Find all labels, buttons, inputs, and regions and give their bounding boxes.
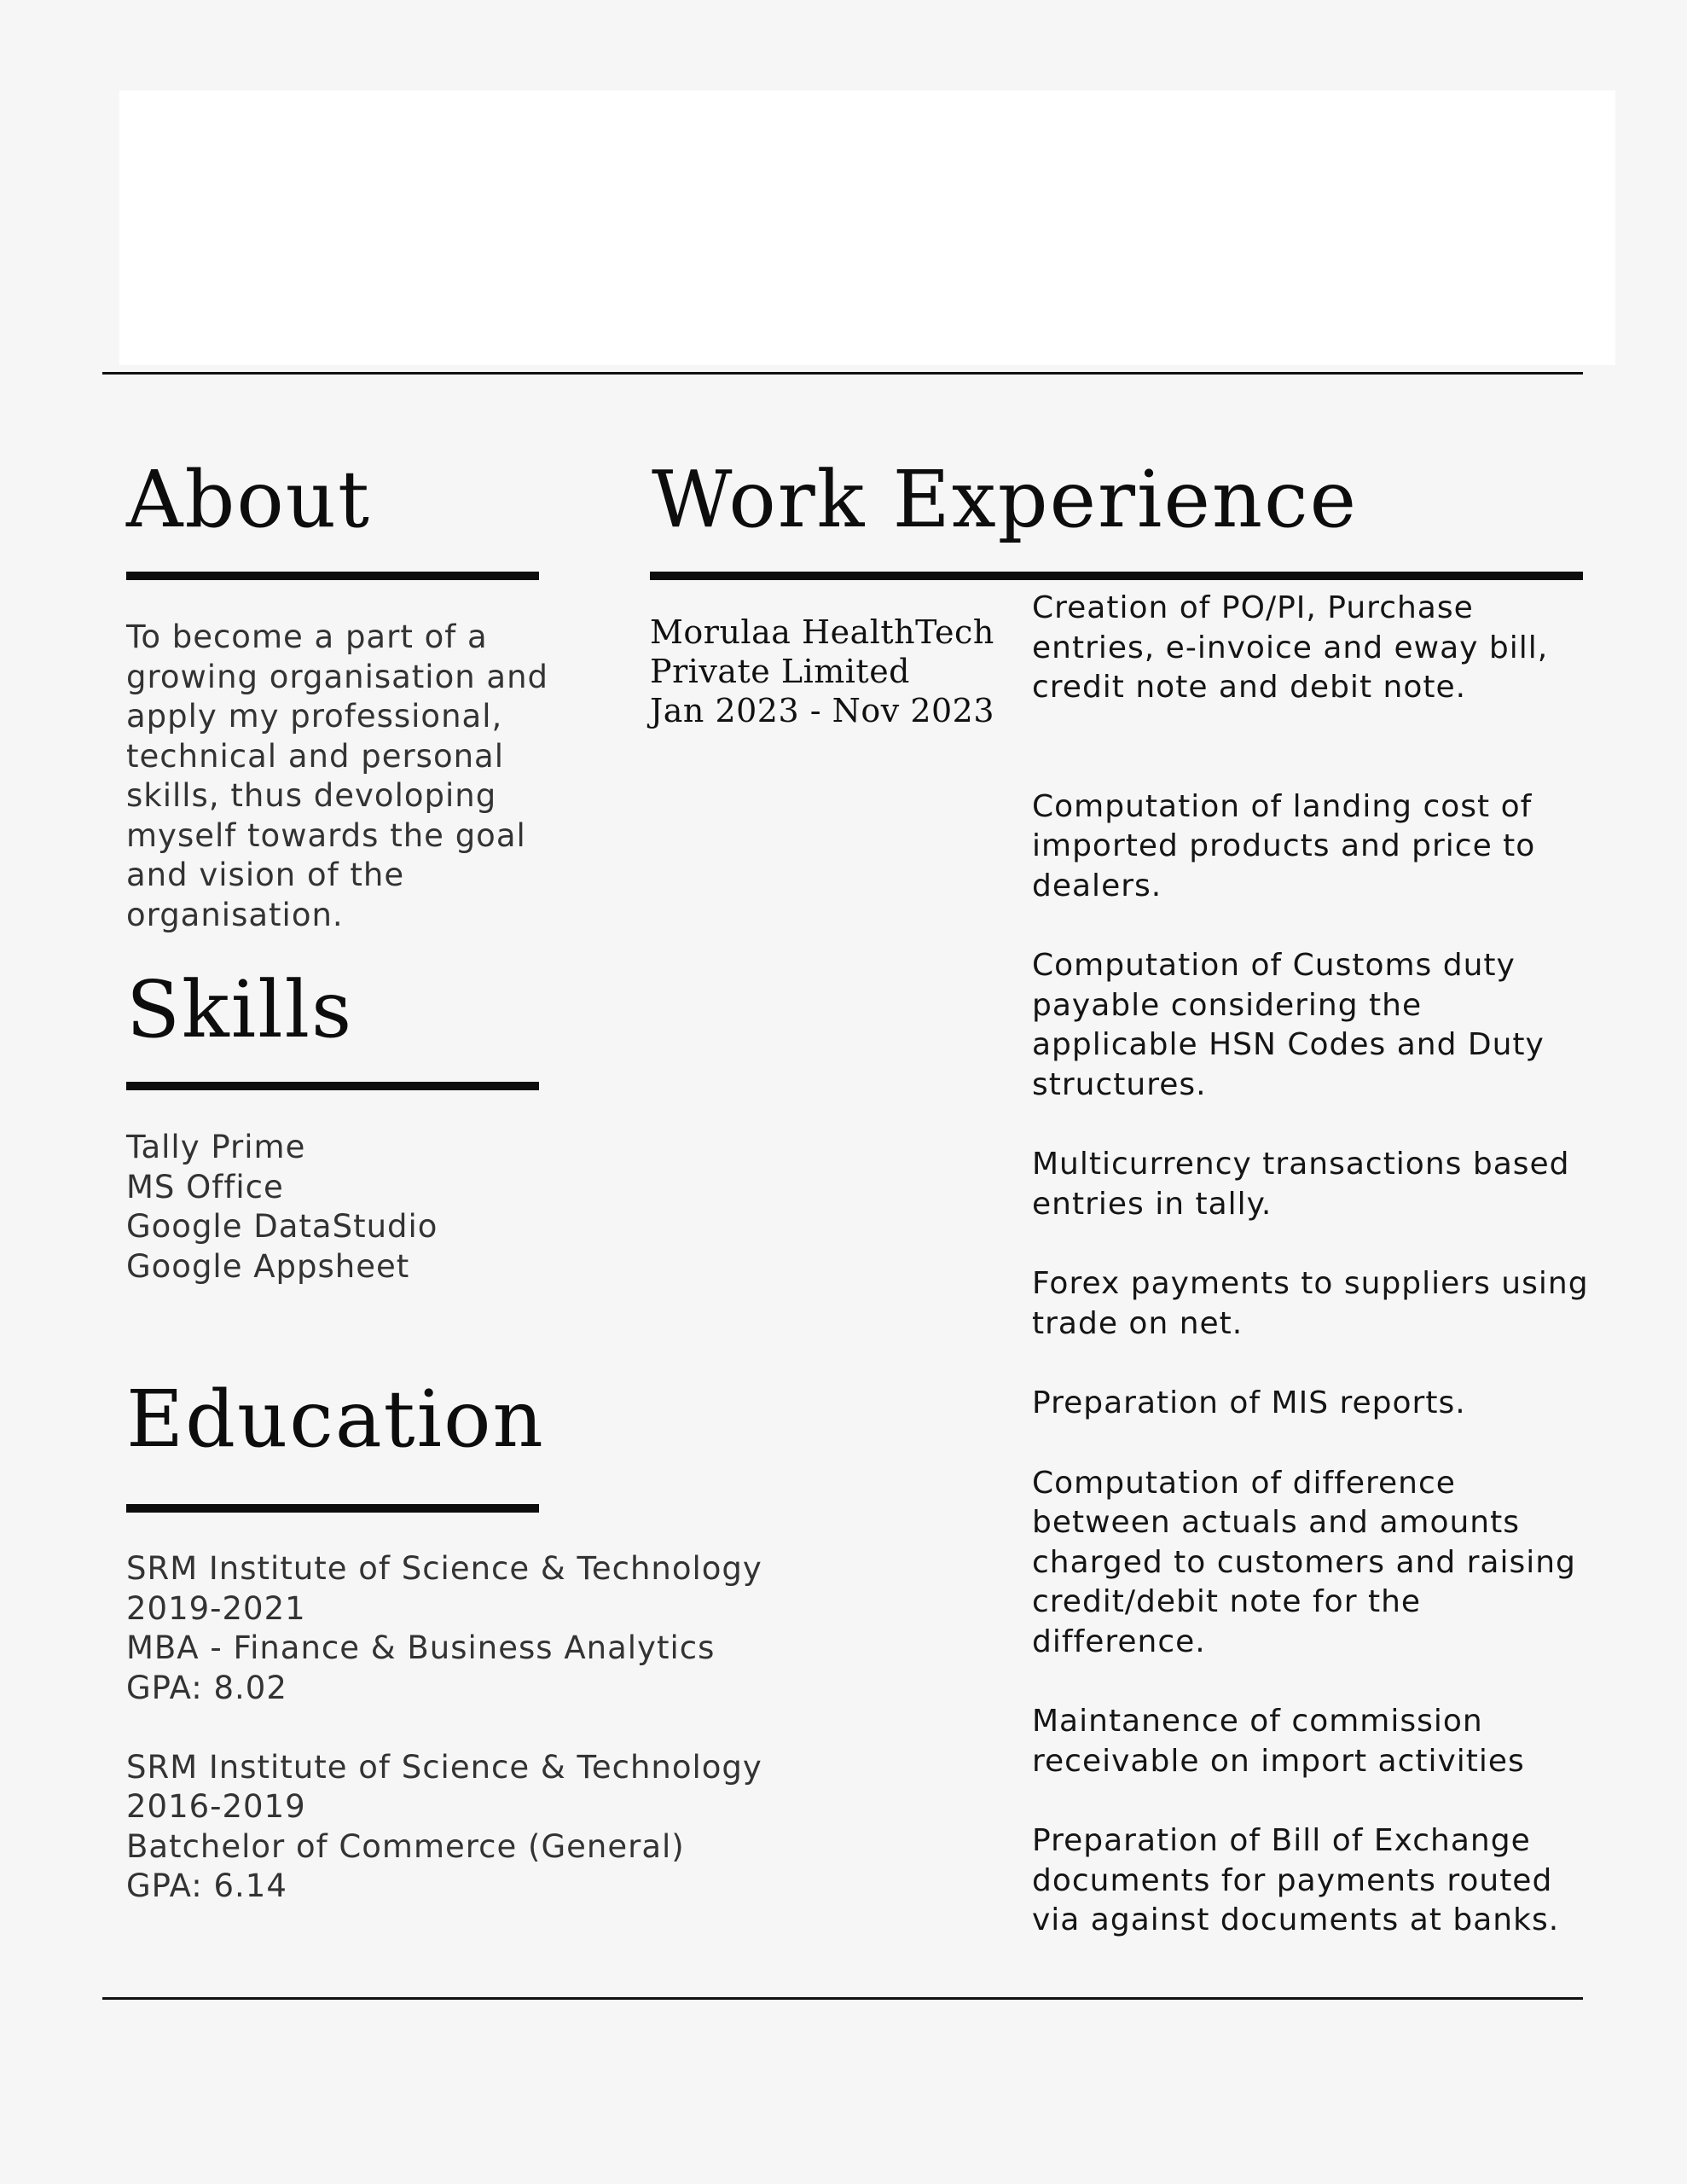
duty-line: documents for payments routed — [1032, 1862, 1553, 1898]
duty-line: difference. — [1032, 1623, 1206, 1659]
duty-item — [1032, 1821, 1595, 1941]
education-degree: Batchelor of Commerce (General) — [126, 1827, 685, 1865]
duty-item — [1032, 1384, 1595, 1424]
about-text — [126, 618, 548, 935]
duty-line: imported products and price to — [1032, 828, 1536, 863]
education-spacer — [126, 1708, 762, 1748]
job-header — [650, 613, 994, 730]
about-line: technical and personal — [126, 737, 505, 775]
duty-line: between actuals and amounts — [1032, 1505, 1520, 1540]
education-years: 2016-2019 — [126, 1788, 306, 1825]
duty-line: via against documents at banks. — [1032, 1902, 1560, 1937]
about-line: and vision of the — [126, 857, 405, 893]
about-line: myself towards the goal — [126, 816, 526, 854]
duties-list — [1032, 589, 1595, 1941]
company-name: Morulaa HealthTech — [650, 613, 994, 651]
about-line: apply my professional, — [126, 698, 503, 735]
duty-item — [1032, 946, 1595, 1105]
duty-line: Forex payments to suppliers using — [1032, 1266, 1589, 1301]
top-divider — [102, 372, 1583, 375]
duty-line: Computation of difference — [1032, 1465, 1456, 1501]
duty-line: Creation of PO/PI, Purchase — [1032, 590, 1474, 625]
skills-underline — [126, 1082, 539, 1090]
education-heading: Education — [126, 1374, 545, 1465]
education-years: 2019-2021 — [126, 1589, 306, 1627]
work-heading: Work Experience — [652, 454, 1359, 545]
company-name-cont: Private Limited — [650, 653, 911, 690]
work-underline — [650, 572, 1583, 580]
duty-item — [1032, 589, 1595, 708]
duty-line: applicable HSN Codes and Duty — [1032, 1027, 1545, 1062]
about-line: growing organisation and — [126, 658, 549, 695]
duty-line: receivable on import activities — [1032, 1743, 1525, 1779]
duty-line: entries in tally. — [1032, 1186, 1272, 1222]
skills-list — [126, 1128, 438, 1287]
about-line: organisation. — [126, 896, 344, 933]
education-list — [126, 1549, 762, 1907]
duty-line: structures. — [1032, 1066, 1207, 1102]
duty-item — [1032, 1145, 1595, 1224]
duty-line: dealers. — [1032, 868, 1162, 903]
about-underline — [126, 572, 539, 580]
duty-line: charged to customers and raising — [1032, 1544, 1576, 1580]
duty-item — [1032, 1464, 1595, 1663]
skill-item: Tally Prime — [126, 1129, 306, 1165]
duty-line: Multicurrency transactions based — [1032, 1147, 1570, 1182]
education-underline — [126, 1504, 539, 1513]
education-institution: SRM Institute of Science & Technology — [126, 1550, 762, 1587]
duty-line: Preparation of Bill of Exchange — [1032, 1823, 1531, 1858]
education-gpa: GPA: 8.02 — [126, 1669, 287, 1706]
about-line: skills, thus devoloping — [126, 777, 497, 814]
duty-line: entries, e-invoice and eway bill, — [1032, 630, 1549, 665]
duty-line: credit note and debit note. — [1032, 670, 1467, 705]
duty-line: Computation of Customs duty — [1032, 948, 1516, 983]
skill-item: MS Office — [126, 1168, 284, 1205]
duty-line: payable considering the — [1032, 987, 1423, 1023]
duty-line: Computation of landing cost of — [1032, 788, 1533, 824]
duty-line: Preparation of MIS reports. — [1032, 1385, 1466, 1420]
duty-line: credit/debit note for the — [1032, 1584, 1422, 1619]
skills-heading: Skills — [126, 964, 354, 1055]
header-placeholder — [119, 90, 1615, 365]
bottom-divider — [102, 1997, 1583, 2000]
skill-item: Google Appsheet — [126, 1247, 410, 1285]
education-degree: MBA - Finance & Business Analytics — [126, 1629, 716, 1666]
education-institution: SRM Institute of Science & Technology — [126, 1748, 762, 1786]
education-gpa: GPA: 6.14 — [126, 1867, 287, 1904]
job-period: Jan 2023 - Nov 2023 — [650, 692, 995, 729]
duty-line: Maintanence of commission — [1032, 1704, 1483, 1739]
duty-item — [1032, 1264, 1595, 1344]
duty-item — [1032, 787, 1595, 907]
duty-line: trade on net. — [1032, 1305, 1244, 1341]
duty-item — [1032, 1702, 1595, 1781]
skill-item: Google DataStudio — [126, 1208, 438, 1245]
about-heading: About — [126, 454, 371, 545]
about-line: To become a part of a — [126, 619, 488, 655]
